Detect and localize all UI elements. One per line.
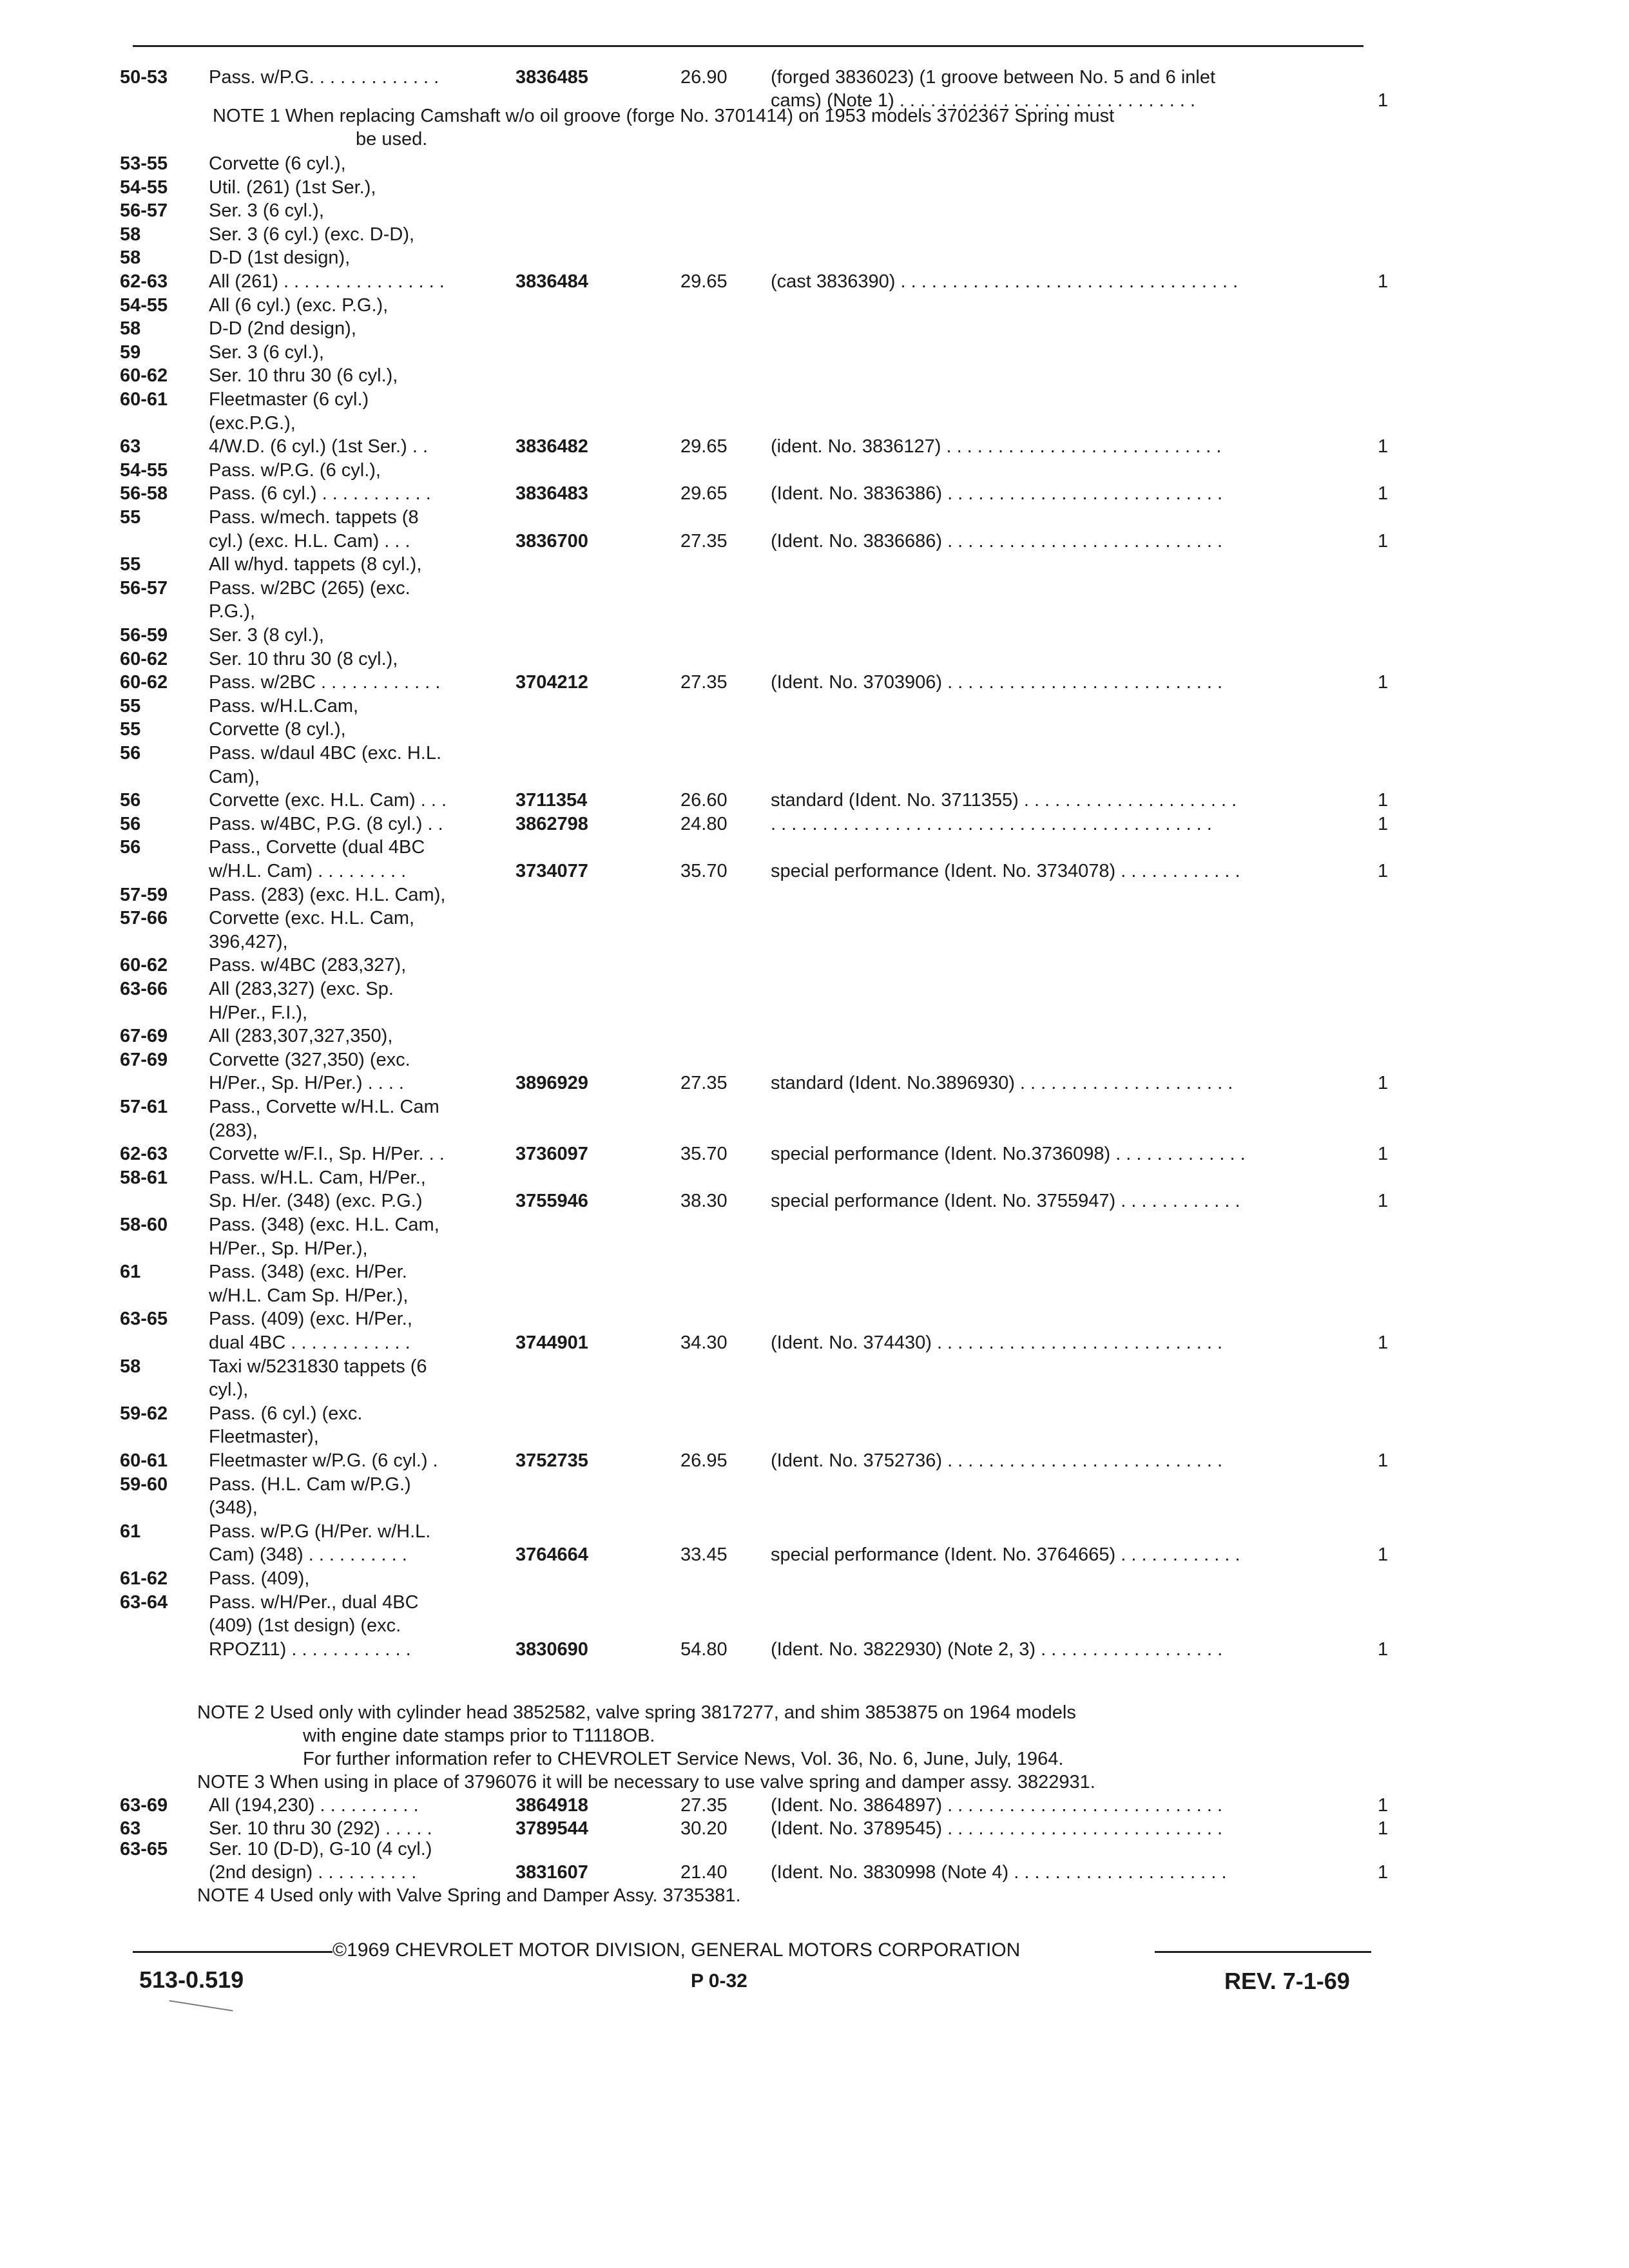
remarks-cell: (Ident. No. 374430) . . . . . . . . . . . . . . . . . . . . . . . . . . . . <box>771 1332 1223 1353</box>
page-number: P 0-32 <box>691 1970 747 1992</box>
table-row <box>0 1237 1629 1263</box>
table-row <box>0 930 1629 956</box>
description-cell: Corvette w/F.I., Sp. H/Per. . . <box>209 1144 445 1165</box>
footer-rule-right <box>1155 1951 1371 1953</box>
model-year-cell: 61-62 <box>120 1568 168 1589</box>
table-row <box>0 1838 1629 1863</box>
part-number-cell: 3704212 <box>516 672 588 693</box>
description-cell: Corvette (8 cyl.), <box>209 719 346 740</box>
description-cell: Fleetmaster), <box>209 1427 319 1448</box>
description-cell: Pass. w/4BC (283,327), <box>209 955 407 976</box>
quantity-cell: 1 <box>1378 1144 1389 1165</box>
description-cell: Corvette (exc. H.L. Cam) . . . <box>209 790 447 811</box>
model-year-cell: 63 <box>120 436 141 457</box>
part-number-cell: 3711354 <box>516 790 588 811</box>
table-row <box>0 1213 1629 1239</box>
price-cell: 21.40 <box>680 1862 728 1883</box>
price-cell: 29.65 <box>680 271 728 292</box>
quantity-cell: 1 <box>1378 1332 1389 1353</box>
table-row <box>0 435 1629 461</box>
description-cell: P.G.), <box>209 601 255 622</box>
description-cell: Fleetmaster (6 cyl.) <box>209 389 369 410</box>
quantity-cell: 1 <box>1378 1639 1389 1660</box>
model-year-cell: 56 <box>120 743 141 764</box>
table-row <box>0 246 1629 272</box>
description-cell: All (6 cyl.) (exc. P.G.), <box>209 294 389 316</box>
footer-rule-left <box>133 1951 333 1953</box>
description-cell: Pass., Corvette w/H.L. Cam <box>209 1097 439 1117</box>
table-row <box>0 1355 1629 1381</box>
description-cell: w/H.L. Cam Sp. H/Per.), <box>209 1285 409 1306</box>
description-cell: Ser. 3 (6 cyl.), <box>209 341 324 363</box>
table-row <box>0 317 1629 343</box>
part-number-cell: 3755946 <box>516 1191 588 1212</box>
remarks-cell: . . . . . . . . . . . . . . . . . . . . . . . . . . . . . . . . . . . . . . . . . . . <box>771 813 1212 834</box>
remarks-cell: special performance (Ident. No.3736098) . . . . . . . . . . . . . <box>771 1144 1246 1165</box>
quantity-cell: 1 <box>1378 1795 1389 1816</box>
description-cell: Pass. (348) (exc. H.L. Cam, <box>209 1215 439 1235</box>
table-row <box>0 1567 1629 1593</box>
table-row <box>0 294 1629 320</box>
description-cell: RPOZ11) . . . . . . . . . . . . <box>209 1639 411 1660</box>
model-year-cell: 56-59 <box>120 625 168 646</box>
table-row <box>0 1861 1629 1887</box>
remarks-cell: (ident. No. 3836127) . . . . . . . . . . . . . . . . . . . . . . . . . . . <box>771 436 1222 457</box>
table-row <box>0 176 1629 202</box>
table-row <box>0 1284 1629 1310</box>
table-row <box>0 860 1629 885</box>
model-year-cell: 50-53 <box>120 67 168 88</box>
description-cell: Pass. w/H/Per., dual 4BC <box>209 1591 419 1613</box>
quantity-cell: 1 <box>1378 790 1389 811</box>
note-2-line-2: with engine date stamps prior to T1118OB. <box>303 1725 655 1746</box>
description-cell: Pass. w/P.G (H/Per. w/H.L. <box>209 1521 431 1542</box>
table-row <box>0 388 1629 414</box>
part-number-cell: 3764664 <box>516 1544 588 1566</box>
model-year-cell: 54-55 <box>120 294 168 316</box>
description-cell: All (283,327) (exc. Sp. <box>209 979 394 999</box>
description-cell: All (194,230) . . . . . . . . . . <box>209 1795 419 1816</box>
table-row <box>0 152 1629 178</box>
catalog-code: 513-0.519 <box>139 1966 244 1993</box>
table-row <box>0 1331 1629 1357</box>
description-cell: All (283,307,327,350), <box>209 1026 393 1047</box>
description-cell: Fleetmaster w/P.G. (6 cyl.) . <box>209 1450 438 1471</box>
remarks-cell: (Ident. No. 3789545) . . . . . . . . . . . . . . . . . . . . . . . . . . . <box>771 1818 1223 1839</box>
quantity-cell: 1 <box>1378 1450 1389 1471</box>
model-year-cell: 56-58 <box>120 483 168 505</box>
model-year-cell: 58 <box>120 318 141 340</box>
remarks-cell: special performance (Ident. No. 3764665) . . . . . . . . . . . . <box>771 1544 1240 1566</box>
model-year-cell: 56-57 <box>120 577 168 599</box>
table-row <box>0 624 1629 649</box>
description-cell: Sp. H/er. (348) (exc. P.G.) <box>209 1191 423 1212</box>
quantity-cell: 1 <box>1378 436 1389 457</box>
description-cell: (283), <box>209 1120 258 1141</box>
remarks-cell: (forged 3836023) (1 groove between No. 5 and 6 inlet <box>771 67 1216 88</box>
table-row <box>0 883 1629 909</box>
table-row <box>0 364 1629 390</box>
model-year-cell: 67-69 <box>120 1049 168 1070</box>
table-row <box>0 1638 1629 1664</box>
remarks-cell: (Ident. No. 3703906) . . . . . . . . . . . . . . . . . . . . . . . . . . . <box>771 672 1223 693</box>
model-year-cell: 67-69 <box>120 1026 168 1047</box>
quantity-cell: 1 <box>1378 1073 1389 1094</box>
model-year-cell: 62-63 <box>120 1144 168 1165</box>
table-row <box>0 1307 1629 1333</box>
table-row <box>0 836 1629 861</box>
part-number-cell: 3862798 <box>516 813 588 834</box>
description-cell: dual 4BC . . . . . . . . . . . . <box>209 1332 410 1353</box>
model-year-cell: 60-62 <box>120 955 168 976</box>
copyright-line: ©1969 CHEVROLET MOTOR DIVISION, GENERAL MOTORS CORPORATION <box>333 1939 1021 1961</box>
remarks-cell: special performance (Ident. No. 3734078) . . . . . . . . . . . . <box>771 861 1240 881</box>
table-row <box>0 695 1629 720</box>
table-row <box>0 1591 1629 1617</box>
model-year-cell: 55 <box>120 695 141 716</box>
description-cell: Ser. 10 thru 30 (6 cyl.), <box>209 365 398 387</box>
remarks-cell: (Ident. No. 3836386) . . . . . . . . . . . . . . . . . . . . . . . . . . . <box>771 483 1223 505</box>
price-cell: 30.20 <box>680 1818 728 1839</box>
note-3-line-1: NOTE 3 When using in place of 3796076 it will be necessary to use valve spring and damper assy. 3822931. <box>197 1772 1095 1792</box>
table-row <box>0 459 1629 485</box>
description-cell: Pass. w/P.G. (6 cyl.), <box>209 459 381 481</box>
model-year-cell: 63 <box>120 1818 141 1839</box>
top-rule <box>133 45 1364 47</box>
table-row <box>0 506 1629 532</box>
remarks-cell: (Ident. No. 3822930) (Note 2, 3) . . . . . . . . . . . . . . . . . . <box>771 1639 1223 1660</box>
description-cell: Ser. 3 (6 cyl.), <box>209 200 324 222</box>
quantity-cell: 1 <box>1378 813 1389 834</box>
table-row <box>0 1119 1629 1145</box>
description-cell: D-D (1st design), <box>209 247 351 269</box>
price-cell: 29.65 <box>680 483 728 505</box>
price-cell: 27.35 <box>680 1073 728 1094</box>
table-row <box>0 1001 1629 1027</box>
model-year-cell: 57-61 <box>120 1097 168 1117</box>
model-year-cell: 59-62 <box>120 1403 168 1424</box>
model-year-cell: 56 <box>120 790 141 811</box>
model-year-cell: 58 <box>120 224 141 245</box>
part-number-cell: 3752735 <box>516 1450 588 1471</box>
remarks-cell: (Ident. No. 3752736) . . . . . . . . . . . . . . . . . . . . . . . . . . . <box>771 1450 1223 1471</box>
table-row <box>0 648 1629 673</box>
note-2-line-3: For further information refer to CHEVROLET Service News, Vol. 36, No. 6, June, July, 1964. <box>303 1749 1064 1769</box>
description-cell: (409) (1st design) (exc. <box>209 1615 401 1637</box>
remarks-cell: (Ident. No. 3830998 (Note 4) . . . . . . . . . . . . . . . . . . . . . <box>771 1862 1227 1883</box>
description-cell: Pass., Corvette (dual 4BC <box>209 837 425 858</box>
description-cell: Taxi w/5231830 tappets (6 <box>209 1356 427 1377</box>
price-cell: 33.45 <box>680 1544 728 1566</box>
table-row <box>0 1520 1629 1546</box>
model-year-cell: 60-62 <box>120 365 168 387</box>
model-year-cell: 59-60 <box>120 1474 168 1495</box>
table-row <box>0 1496 1629 1522</box>
model-year-cell: 55 <box>120 719 141 740</box>
model-year-cell: 58 <box>120 247 141 269</box>
quantity-cell: 1 <box>1378 271 1389 292</box>
description-cell: Pass. (283) (exc. H.L. Cam), <box>209 884 446 905</box>
description-cell: Ser. 10 thru 30 (8 cyl.), <box>209 648 398 669</box>
description-cell: H/Per., Sp. H/Per.), <box>209 1238 368 1259</box>
description-cell: Pass. w/P.G. . . . . . . . . . . . . <box>209 67 439 88</box>
table-row <box>0 671 1629 697</box>
model-year-cell: 63-65 <box>120 1309 168 1330</box>
quantity-cell: 1 <box>1378 861 1389 881</box>
table-row <box>0 199 1629 225</box>
model-year-cell: 60-62 <box>120 648 168 669</box>
model-year-cell: 56 <box>120 813 141 834</box>
description-cell: (exc.P.G.), <box>209 412 296 434</box>
quantity-cell: 1 <box>1378 1544 1389 1566</box>
revision-date: REV. 7-1-69 <box>1224 1968 1350 1994</box>
model-year-cell: 63-69 <box>120 1795 168 1816</box>
model-year-cell: 54-55 <box>120 177 168 198</box>
part-number-cell: 3836700 <box>516 530 588 552</box>
model-year-cell: 63-64 <box>120 1591 168 1613</box>
table-row <box>0 812 1629 838</box>
note-1-line-1: NOTE 1 When replacing Camshaft w/o oil groove (forge No. 3701414) on 1953 models 3702367 Spring must <box>213 106 1115 126</box>
table-row <box>0 1142 1629 1168</box>
price-cell: 34.30 <box>680 1332 728 1353</box>
description-cell: Pass. (409) (exc. H/Per., <box>209 1309 412 1330</box>
price-cell: 54.80 <box>680 1639 728 1660</box>
table-row <box>0 530 1629 555</box>
remarks-cell: (Ident. No. 3864897) . . . . . . . . . . . . . . . . . . . . . . . . . . . <box>771 1795 1223 1816</box>
part-number-cell: 3736097 <box>516 1144 588 1165</box>
description-cell: Pass. w/2BC . . . . . . . . . . . . <box>209 672 441 693</box>
part-number-cell: 3734077 <box>516 861 588 881</box>
remarks-cell: standard (Ident. No.3896930) . . . . . . . . . . . . . . . . . . . . . <box>771 1073 1233 1094</box>
model-year-cell: 59 <box>120 341 141 363</box>
table-row <box>0 1166 1629 1192</box>
description-cell: cyl.), <box>209 1379 249 1401</box>
table-row <box>0 600 1629 626</box>
table-row <box>0 553 1629 579</box>
table-row <box>0 66 1629 91</box>
table-row <box>0 1048 1629 1074</box>
table-row <box>0 742 1629 767</box>
description-cell: Corvette (exc. H.L. Cam, <box>209 908 415 929</box>
pen-stroke-mark <box>169 2000 233 2012</box>
remarks-cell: special performance (Ident. No. 3755947) . . . . . . . . . . . . <box>771 1191 1240 1212</box>
table-row <box>0 1543 1629 1569</box>
description-cell: All w/hyd. tappets (8 cyl.), <box>209 554 422 575</box>
model-year-cell: 57-59 <box>120 884 168 905</box>
part-number-cell: 3830690 <box>516 1639 588 1660</box>
quantity-cell: 1 <box>1378 90 1389 111</box>
description-cell: Corvette (6 cyl.), <box>209 153 346 174</box>
remarks-cell: cams) (Note 1) . . . . . . . . . . . . . . . . . . . . . . . . . . . . . <box>771 90 1196 111</box>
part-number-cell: 3789544 <box>516 1818 588 1839</box>
table-row <box>0 270 1629 296</box>
model-year-cell: 63-65 <box>120 1839 168 1860</box>
price-cell: 26.95 <box>680 1450 728 1471</box>
description-cell: Pass. w/daul 4BC (exc. H.L. <box>209 743 442 764</box>
table-row <box>0 1095 1629 1121</box>
table-row <box>0 1449 1629 1475</box>
description-cell: Ser. 10 thru 30 (292) . . . . . <box>209 1818 432 1839</box>
table-row <box>0 1024 1629 1050</box>
table-row <box>0 412 1629 437</box>
table-row <box>0 765 1629 791</box>
description-cell: Pass. (348) (exc. H/Per. <box>209 1262 407 1283</box>
model-year-cell: 61 <box>120 1262 141 1283</box>
price-cell: 27.35 <box>680 1795 728 1816</box>
quantity-cell: 1 <box>1378 1191 1389 1212</box>
description-cell: Pass. (6 cyl.) (exc. <box>209 1403 363 1424</box>
model-year-cell: 60-62 <box>120 672 168 693</box>
table-row <box>0 1189 1629 1215</box>
description-cell: Ser. 3 (8 cyl.), <box>209 625 324 646</box>
table-row <box>0 954 1629 979</box>
model-year-cell: 53-55 <box>120 153 168 174</box>
quantity-cell: 1 <box>1378 1818 1389 1839</box>
model-year-cell: 55 <box>120 554 141 575</box>
description-cell: Cam), <box>209 766 260 787</box>
model-year-cell: 56-57 <box>120 200 168 222</box>
description-cell: Ser. 10 (D-D), G-10 (4 cyl.) <box>209 1839 432 1860</box>
description-cell: w/H.L. Cam) . . . . . . . . . <box>209 861 407 881</box>
note-2-line-1: NOTE 2 Used only with cylinder head 3852582, valve spring 3817277, and shim 3853875 on 1964 models <box>197 1702 1076 1723</box>
description-cell: Pass. w/2BC (265) (exc. <box>209 577 410 599</box>
description-cell: Util. (261) (1st Ser.), <box>209 177 376 198</box>
model-year-cell: 58-60 <box>120 1215 168 1235</box>
price-cell: 27.35 <box>680 530 728 552</box>
quantity-cell: 1 <box>1378 530 1389 552</box>
price-cell: 24.80 <box>680 813 728 834</box>
remarks-cell: standard (Ident. No. 3711355) . . . . . . . . . . . . . . . . . . . . . <box>771 790 1237 811</box>
description-cell: Pass. (6 cyl.) . . . . . . . . . . . <box>209 483 431 505</box>
table-row <box>0 1425 1629 1451</box>
part-number-cell: 3836485 <box>516 67 588 88</box>
table-row <box>0 482 1629 508</box>
table-row <box>0 977 1629 1003</box>
description-cell: Pass. w/mech. tappets (8 <box>209 507 419 528</box>
table-row <box>0 1614 1629 1640</box>
price-cell: 35.70 <box>680 1144 728 1165</box>
table-row <box>0 907 1629 932</box>
description-cell: Pass. w/4BC, P.G. (8 cyl.) . . <box>209 813 443 834</box>
part-number-cell: 3836484 <box>516 271 588 292</box>
table-row <box>0 1260 1629 1286</box>
quantity-cell: 1 <box>1378 1862 1389 1883</box>
table-row <box>0 1473 1629 1499</box>
description-cell: Pass. w/H.L.Cam, <box>209 695 359 716</box>
price-cell: 38.30 <box>680 1191 728 1212</box>
description-cell: Pass. w/H.L. Cam, H/Per., <box>209 1167 426 1188</box>
note-4-line-1: NOTE 4 Used only with Valve Spring and Damper Assy. 3735381. <box>197 1885 741 1906</box>
remarks-cell: (Ident. No. 3836686) . . . . . . . . . . . . . . . . . . . . . . . . . . . <box>771 530 1223 552</box>
description-cell: D-D (2nd design), <box>209 318 356 340</box>
description-cell: 396,427), <box>209 931 288 952</box>
price-cell: 26.90 <box>680 67 728 88</box>
part-number-cell: 3831607 <box>516 1862 588 1883</box>
model-year-cell: 55 <box>120 507 141 528</box>
description-cell: cyl.) (exc. H.L. Cam) . . . <box>209 530 410 552</box>
part-number-cell: 3836483 <box>516 483 588 505</box>
description-cell: Corvette (327,350) (exc. <box>209 1049 410 1070</box>
table-row <box>0 789 1629 814</box>
model-year-cell: 54-55 <box>120 459 168 481</box>
table-row <box>0 1072 1629 1097</box>
description-cell: All (261) . . . . . . . . . . . . . . . . <box>209 271 445 292</box>
model-year-cell: 61 <box>120 1521 141 1542</box>
price-cell: 27.35 <box>680 672 728 693</box>
model-year-cell: 58-61 <box>120 1167 168 1188</box>
note-1-line-2: be used. <box>356 129 428 149</box>
part-number-cell: 3896929 <box>516 1073 588 1094</box>
part-number-cell: 3864918 <box>516 1795 588 1816</box>
model-year-cell: 62-63 <box>120 271 168 292</box>
description-cell: Pass. (409), <box>209 1568 310 1589</box>
price-cell: 29.65 <box>680 436 728 457</box>
remarks-cell: (cast 3836390) . . . . . . . . . . . . . . . . . . . . . . . . . . . . . . . . . <box>771 271 1239 292</box>
description-cell: H/Per., F.I.), <box>209 1002 308 1023</box>
part-number-cell: 3836482 <box>516 436 588 457</box>
quantity-cell: 1 <box>1378 483 1389 505</box>
table-row <box>0 1378 1629 1404</box>
description-cell: (2nd design) . . . . . . . . . . <box>209 1862 417 1883</box>
model-year-cell: 57-66 <box>120 908 168 929</box>
table-row <box>0 223 1629 249</box>
description-cell: Pass. (H.L. Cam w/P.G.) <box>209 1474 411 1495</box>
model-year-cell: 60-61 <box>120 1450 168 1471</box>
model-year-cell: 63-66 <box>120 979 168 999</box>
table-row <box>0 718 1629 744</box>
description-cell: 4/W.D. (6 cyl.) (1st Ser.) . . <box>209 436 428 457</box>
table-row <box>0 1794 1629 1820</box>
part-number-cell: 3744901 <box>516 1332 588 1353</box>
description-cell: Ser. 3 (6 cyl.) (exc. D-D), <box>209 224 415 245</box>
model-year-cell: 56 <box>120 837 141 858</box>
description-cell: (348), <box>209 1497 258 1519</box>
model-year-cell: 58 <box>120 1356 141 1377</box>
table-row <box>0 577 1629 602</box>
model-year-cell: 60-61 <box>120 389 168 410</box>
price-cell: 35.70 <box>680 861 728 881</box>
description-cell: H/Per., Sp. H/Per.) . . . . <box>209 1073 404 1094</box>
quantity-cell: 1 <box>1378 672 1389 693</box>
table-row <box>0 1402 1629 1428</box>
price-cell: 26.60 <box>680 790 728 811</box>
description-cell: Cam) (348) . . . . . . . . . . <box>209 1544 407 1566</box>
table-row <box>0 341 1629 367</box>
